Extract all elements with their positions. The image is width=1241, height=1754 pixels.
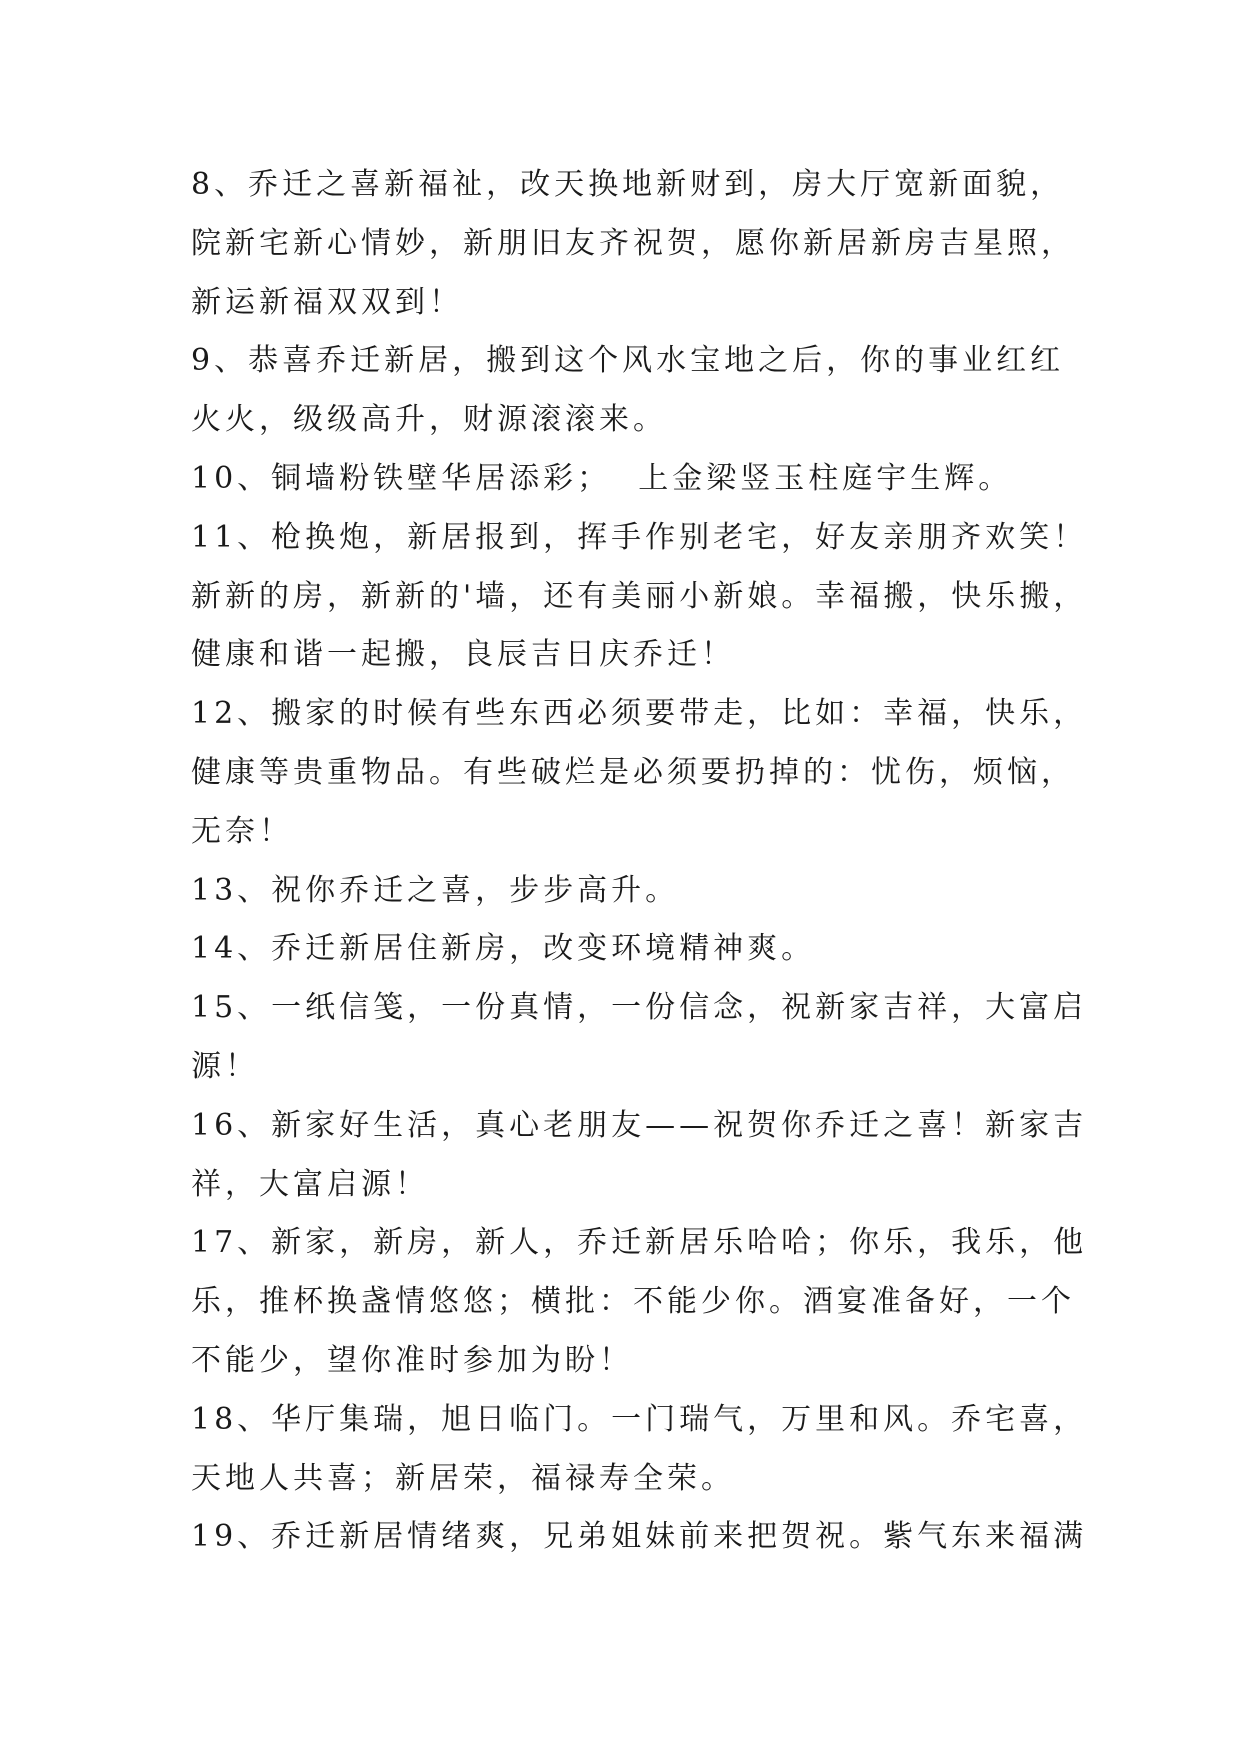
- text-line: 11、枪换炮，新居报到，挥手作别老宅，好友亲朋齐欢笑！: [191, 519, 1088, 555]
- text-line: 16、新家好生活，真心老朋友——祝贺你乔迁之喜！新家吉: [191, 1107, 1088, 1143]
- text-line: 10、铜墙粉铁壁华居添彩； 上金梁竖玉柱庭宇生辉。: [191, 460, 1013, 496]
- text-line: 祥，大富启源！: [191, 1166, 429, 1202]
- text-line: 19、乔迁新居情绪爽，兄弟姐妹前来把贺祝。紫气东来福满: [191, 1519, 1088, 1555]
- text-line: 9、恭喜乔迁新居，搬到这个风水宝地之后，你的事业红红: [191, 343, 1065, 379]
- text-line: 14、乔迁新居住新房，改变环境精神爽。: [191, 931, 816, 967]
- text-line: 不能少，望你准时参加为盼！: [191, 1342, 633, 1378]
- text-line: 院新宅新心情妙，新朋旧友齐祝贺，愿你新居新房吉星照，: [191, 225, 1075, 261]
- document-body: [191, 156, 1091, 1567]
- text-line: 火火，级级高升，财源滚滚来。: [191, 402, 667, 438]
- text-line: 17、新家，新房，新人，乔迁新居乐哈哈；你乐，我乐，他: [191, 1225, 1088, 1261]
- text-line: 13、祝你乔迁之喜，步步高升。: [191, 872, 680, 908]
- text-line: 8、乔迁之喜新福祉，改天换地新财到，房大厅宽新面貌，: [191, 167, 1065, 202]
- text-line: 健康等贵重物品。有些破烂是必须要扔掉的：忧伤，烦恼，: [191, 754, 1075, 790]
- text-line: 新新的房，新新的'墙，还有美丽小新娘。幸福搬，快乐搬，: [191, 578, 1088, 614]
- text-line: 天地人共喜；新居荣，福禄寿全荣。: [191, 1460, 735, 1496]
- text-line: 12、搬家的时候有些东西必须要带走，比如：幸福，快乐，: [191, 696, 1088, 732]
- text-line: 健康和谐一起搬，良辰吉日庆乔迁！: [191, 637, 735, 673]
- text-line: 乐，推杯换盏情悠悠；横批：不能少你。酒宴准备好，一个: [191, 1284, 1075, 1320]
- text-line: 15、一纸信笺，一份真情，一份信念，祝新家吉祥，大富启: [191, 990, 1088, 1026]
- text-line: 源！: [191, 1048, 259, 1084]
- text-line: 无奈！: [191, 813, 293, 849]
- text-line: 新运新福双双到！: [191, 284, 463, 320]
- text-line: 18、华厅集瑞，旭日临门。一门瑞气，万里和风。乔宅喜，: [191, 1401, 1088, 1437]
